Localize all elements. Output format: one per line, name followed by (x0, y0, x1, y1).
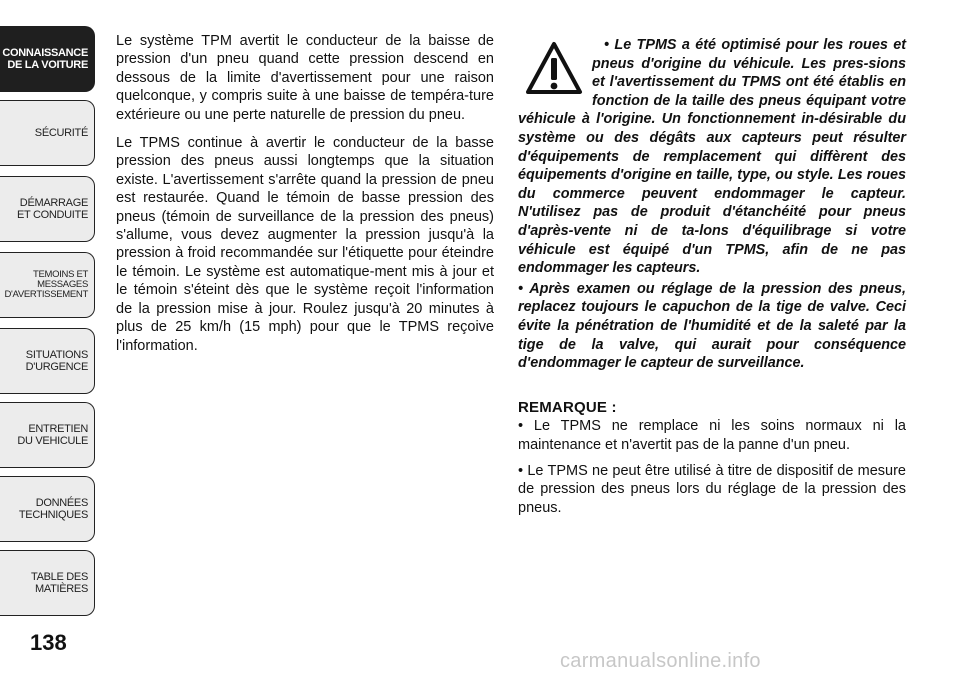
warning-triangle-icon (524, 38, 584, 98)
remarque-item: • Le TPMS ne peut être utilisé à titre de dispositif de mesure de pression des pneus lors du réglage de la pression des pneus. (518, 462, 906, 516)
left-column (116, 32, 494, 365)
tab-situations-urgence[interactable]: SITUATIONS D'URGENCE (0, 328, 95, 394)
paragraph: Le système TPM avertit le conducteur de la baisse de pression d'un pneu quand cette pression descend en dessous de la limite d'avertissement pour une raison quelconque, y compris suite à une baisse de tempéra-ture extérieure ou une perte naturelle de pression du pneu. (116, 33, 494, 123)
remarque-title: REMARQUE : (518, 398, 617, 416)
tab-securite[interactable]: SÉCURITÉ (0, 100, 95, 166)
remarque-item: • Le TPMS ne remplace ni les soins normaux ni la maintenance et n'avertit pas de la panne d'un pneu. (518, 418, 906, 453)
right-column (518, 36, 906, 525)
tab-entretien-vehicule[interactable]: ENTRETIEN DU VEHICULE (0, 402, 95, 468)
tab-temoins-messages[interactable]: TEMOINS ET MESSAGES D'AVERTISSEMENT (0, 252, 95, 318)
tab-demarrage-conduite[interactable]: DÉMARRAGE ET CONDUITE (0, 176, 95, 242)
remarque-section (518, 399, 906, 517)
warning-box (518, 36, 906, 373)
tab-table-matieres[interactable]: TABLE DES MATIÈRES (0, 550, 95, 616)
tab-donnees-techniques[interactable]: DONNÉES TECHNIQUES (0, 476, 95, 542)
page-number: 138 (30, 630, 67, 655)
tab-connaissance-voiture[interactable]: CONNAISSANCE DE LA VOITURE (0, 26, 95, 92)
paragraph: Le TPMS continue à avertir le conducteur de la basse pression des pneus aussi longtemps que la situation existe. L'avertissement s'arrête quand la pression de pneu est restaurée. Quand le témoin de basse pression des pneus (témoin de surveillance de la pression des pneus) s'allume, vous devez augmenter la pression jusqu'à la pression à froid recommandée sur l'étiquette pour éteindre le témoin. Le système est automatique-ment mis à jour et le témoin s'éteint dès que le système reçoit l'information de la pression mise à jour. Roulez jusqu'à 20 minutes à plus de 25 km/h (15 mph) pour que le TPMS reçoive l'information. (116, 135, 494, 354)
warning-bullet: • Après examen ou réglage de la pression des pneus, replacez toujours le capuchon de la tige de valve. Ceci évite la pénétration de l'humidité et de la saleté par la tige de la valve, qui aurait pour conséquence d'endommager le capteur de surveillance. (518, 280, 906, 372)
watermark: carmanualsonline.info (560, 650, 761, 672)
warning-bullet: • Le TPMS a été optimisé pour les roues et pneus d'origine du véhicule. Les pres-sions et l'avertissement du TPMS ont été établis en fonction de la taille des pneus équipant votre véhicule à l'origine. Un fonctionnement in-désirable du système ou des dégâts aux capteurs peut résulter d'équipements de remplacement qui diffèrent des équipements d'origine en taille, type, ou style. Les roues du commerce peuvent endommager le capteur. N'utilisez pas de produit d'étanchéité pour pneus d'après-vente ni de ta-lons d'équilibrage si votre véhicule est équipé d'un TPMS, afin de ne pas endommager les capteurs. (518, 37, 906, 277)
